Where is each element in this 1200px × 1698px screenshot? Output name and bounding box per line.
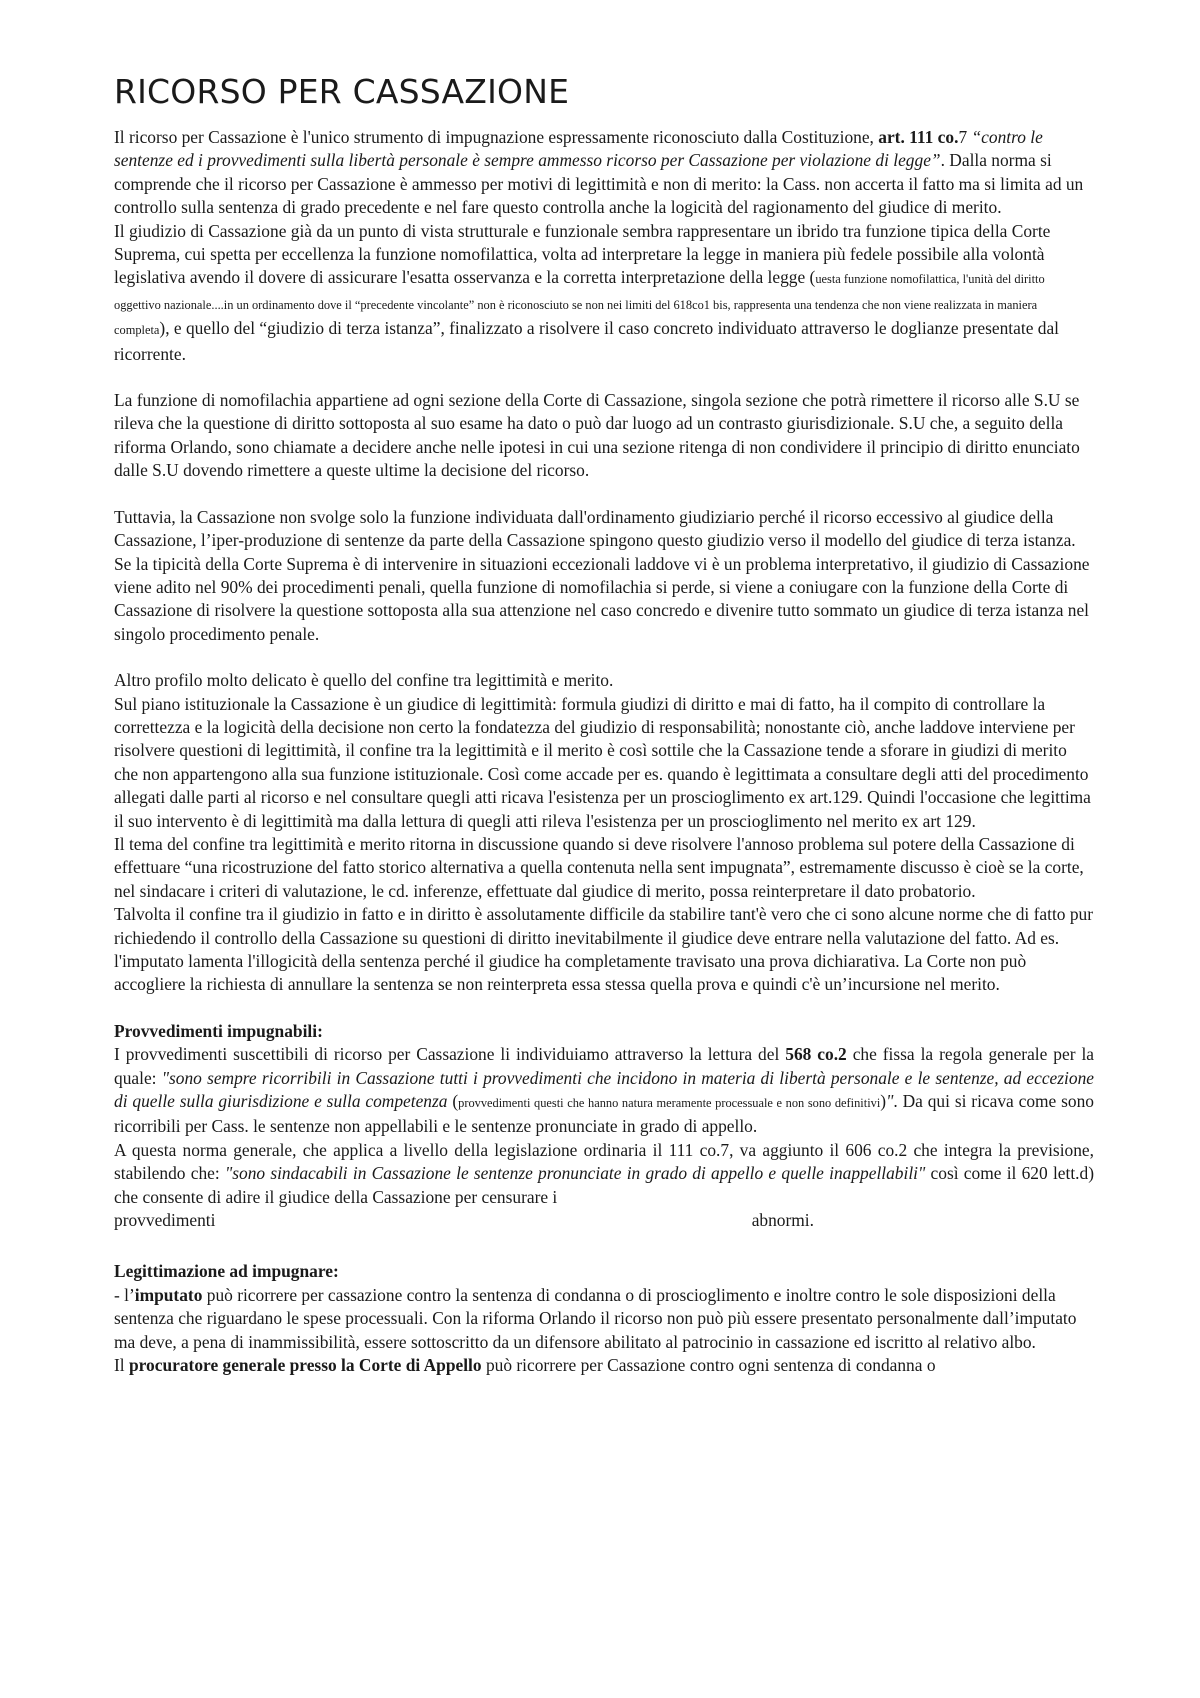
text-run: 7 — [958, 127, 972, 147]
text-run: può ricorrere per cassazione contro la sentenza di condanna o di proscioglimento e inoltre contro le sole disposizioni della sentenza che riguardano le spese processuali. Con la riforma Orlando il ricorso non può più essere presentato personalmente dall’imputato ma deve, a pena di inammissibilità, essere sottoscritto da un difensore abilitato al patrocinio in cassazione ed iscritto al relativo albo. — [114, 1284, 1077, 1352]
text-run: può ricorrere per Cassazione contro ogni sentenza di condanna o — [481, 1355, 936, 1376]
text-run: che fissa la regola generale per la quale: — [114, 1044, 1094, 1088]
italic-quote: "sono sindacabili in Cassazione le sentenze pronunciate in grado di appello e quelle inappellabili" — [224, 1163, 926, 1184]
text-run: I provvedimenti suscettibili di ricorso per Cassazione li individuiamo attraverso la lettura del — [114, 1044, 786, 1065]
heading-provvedimenti: Provvedimenti impugnabili: — [114, 1020, 323, 1041]
italic-quote: " — [886, 1091, 894, 1112]
text-run: . Da qui si ricava come sono ricorribili per Cass. le sentenze non appellabili e le sentenze pronunciate in grado di appello. — [114, 1091, 1094, 1137]
paragraph-12 — [114, 1354, 1094, 1377]
document-body — [114, 72, 1094, 1378]
paragraph-6: Sul piano istituzionale la Cassazione è un giudice di legittimità: formula giudizi di diritto e mai di fatto, ha il compito di controllare la correttezza e la logicità della decisione non certo la fondatezza del giudizio di responsabilità; nonostante ciò, anche laddove interviene per risolvere questioni di legittimità, il confine tra la legittimità e il merito è così sottile che la Cassazione tende a sforare in giudizi di merito che non appartengono alla sua funzione istituzionale. Così come accade per es. quando è legittimata a consultare degli atti del procedimento allegati dalle parti al ricorso e nel consultare quegli atti ricava l'esistenza per un proscioglimento ex art.129. Quindi l'occasione che legittima il suo intervento è di legittimità ma dalla lettura di quegli atti rileva l'esistenza per un proscioglimento nel merito ex art 129. — [114, 693, 1091, 831]
heading-legittimazione: Legittimazione ad impugnare: — [114, 1261, 339, 1282]
small-note: uesta funzione nomofilattica, l'unità del diritto oggettivo nazionale....in un ordinamento dove il “precedente vincolante” non è riconosciuto se non nei limiti del 618co1 bis, rappresenta una tendenza che non viene realizzata in maniera completa — [114, 272, 1045, 338]
italic-quote: “contro le sentenze ed i provvedimenti sulla libertà personale è sempre ammesso ricorso per Cassazione per violazione di legge” — [114, 127, 1043, 171]
text-run: Il ricorso per Cassazione è l'unico strumento di impugnazione espressamente riconosciuto dalla Costituzione, — [114, 127, 879, 147]
text-run: ), e quello del “giudizio di terza istanza”, finalizzato a risolvere il caso concreto individuato attraverso le doglianze presentate dal ricorrente. — [114, 318, 1060, 364]
text-run: così come il 620 lett.d) che consente di adire il giudice della Cassazione per censurare i — [114, 1163, 1094, 1207]
paragraph-11 — [114, 1284, 1094, 1354]
bold-reference: art. 111 co. — [878, 127, 959, 147]
small-note: provvedimenti questi che hanno natura meramente processuale e non sono definitivi — [458, 1096, 881, 1111]
text-run: - l’ — [114, 1284, 135, 1305]
text-run: provvedimenti — [114, 1210, 216, 1231]
paragraph-2 — [114, 220, 1094, 366]
spacer — [114, 646, 1094, 669]
text-run: ( — [447, 1091, 459, 1112]
page-title: RICORSO PER CASSAZIONE — [114, 72, 570, 111]
paragraph-3: La funzione di nomofilachia appartiene ad ogni sezione della Corte di Cassazione, singola sezione che potrà rimettere il ricorso alle S.U se rileva che la questione di diritto sottoposta al suo esame ha dato o può dar luogo ad un contrasto giurisdizionale. S.U che, a seguito della riforma Orlando, sono chiamate a decidere anche nelle ipotesi in cui una sezione ritenga di non condividere il principio di diritto enunciato dalle S.U dovendo rimettere a queste ultime la decisione del ricorso. — [114, 390, 1080, 481]
paragraph-7: Il tema del confine tra legittimità e merito ritorna in discussione quando si deve risolvere l'annoso problema sul potere della Cassazione di effettuare “una ricostruzione del fatto storico alternativa a quella contenuta nella sent impugnata”, estremamente discusso è cioè se la corte, nel sindacare i criteri di valutazione, le cd. inferenze, effettuate dal giudice di merito, possa reinterpretare il dato probatorio. — [114, 833, 1084, 901]
paragraph-1 — [114, 126, 1094, 220]
italic-quote: "sono sempre ricorribili in Cassazione tutti i provvedimenti che incidono in materia di libertà personale e le sentenze, ad eccezione di quelle sulla giurisdizione e sulla competenza — [114, 1067, 1094, 1112]
text-run: Il — [114, 1355, 129, 1376]
text-run: abnormi. — [751, 1210, 814, 1231]
bold-term: imputato — [134, 1284, 203, 1305]
text-run: . Dalla norma si comprende che il ricorso per Cassazione è ammesso per motivi di legittimità e non di merito: la Cass. non accerta il fatto ma si limita ad un controllo sulla sentenza di grado precedente e nel fare questo controlla anche la logicità del ragionamento del giudice di merito. — [114, 150, 1084, 218]
text-run: Il giudizio di Cassazione già da un punto di vista strutturale e funzionale sembra rappresentare un ibrido tra funzione tipica della Corte Suprema, cui spetta per eccellenza la funzione nomofilattica, volta ad interpretare la legge in maniera più fedele possibile alla volontà legislativa avendo il dovere di assicurare l'esatta osservanza e la corretta interpretazione della legge ( — [114, 220, 1051, 288]
spacer — [114, 366, 1094, 389]
bold-term: procuratore generale presso la Corte di Appello — [128, 1355, 482, 1376]
text-run: A questa norma generale, che applica a livello della legislazione ordinaria il 111 co.7, va aggiunto il 606 co.2 che integra la previsione, stabilendo che: — [114, 1139, 1094, 1184]
spacer — [114, 483, 1094, 506]
paragraph-10-last-line — [114, 1209, 814, 1232]
paragraph-8: Talvolta il confine tra il giudizio in fatto e in diritto è assolutamente difficile da stabilire tant'è vero che ci sono alcune norme che di fatto pur richiedendo il controllo della Cassazione su questioni di diritto inevitabilmente il giudice deve entrare nella valutazione del fatto. Ad es. l'imputato lamenta l'illogicità della sentenza perché il giudice ha completamente travisato una prova dichiarativa. La Corte non può accogliere la richiesta di annullare la sentenza se non reinterpreta essa stessa quella prova e quindi c'è un’incursione nel merito. — [114, 904, 1094, 995]
bold-reference: 568 co.2 — [785, 1044, 847, 1065]
spacer — [114, 997, 1094, 1020]
paragraph-4: Tuttavia, la Cassazione non svolge solo la funzione individuata dall'ordinamento giudiziario perché il ricorso eccessivo al giudice della Cassazione, l’iper-produzione di sentenze da parte della Cassazione spingono questo giudizio verso il modello del giudice di terza istanza. Se la tipicità della Corte Suprema è di intervenire in situazioni eccezionali laddove vi è un problema interpretativo, il giudizio di Cassazione viene adito nel 90% dei procedimenti penali, quella funzione di nomofilachia si perde, si viene a coniugare con la funzione della Corte di Cassazione di risolvere la questione sottoposta alla sua attenzione nel caso concredo e divenire tutto sommato un giudice di terza istanza nel singolo procedimento penale. — [114, 506, 1090, 644]
paragraph-5: Altro profilo molto delicato è quello del confine tra legittimità e merito. — [114, 670, 614, 691]
paragraph-9 — [114, 1043, 1094, 1139]
text-run: ) — [880, 1091, 887, 1112]
spacer — [114, 1232, 1094, 1260]
paragraph-10 — [114, 1139, 1094, 1209]
